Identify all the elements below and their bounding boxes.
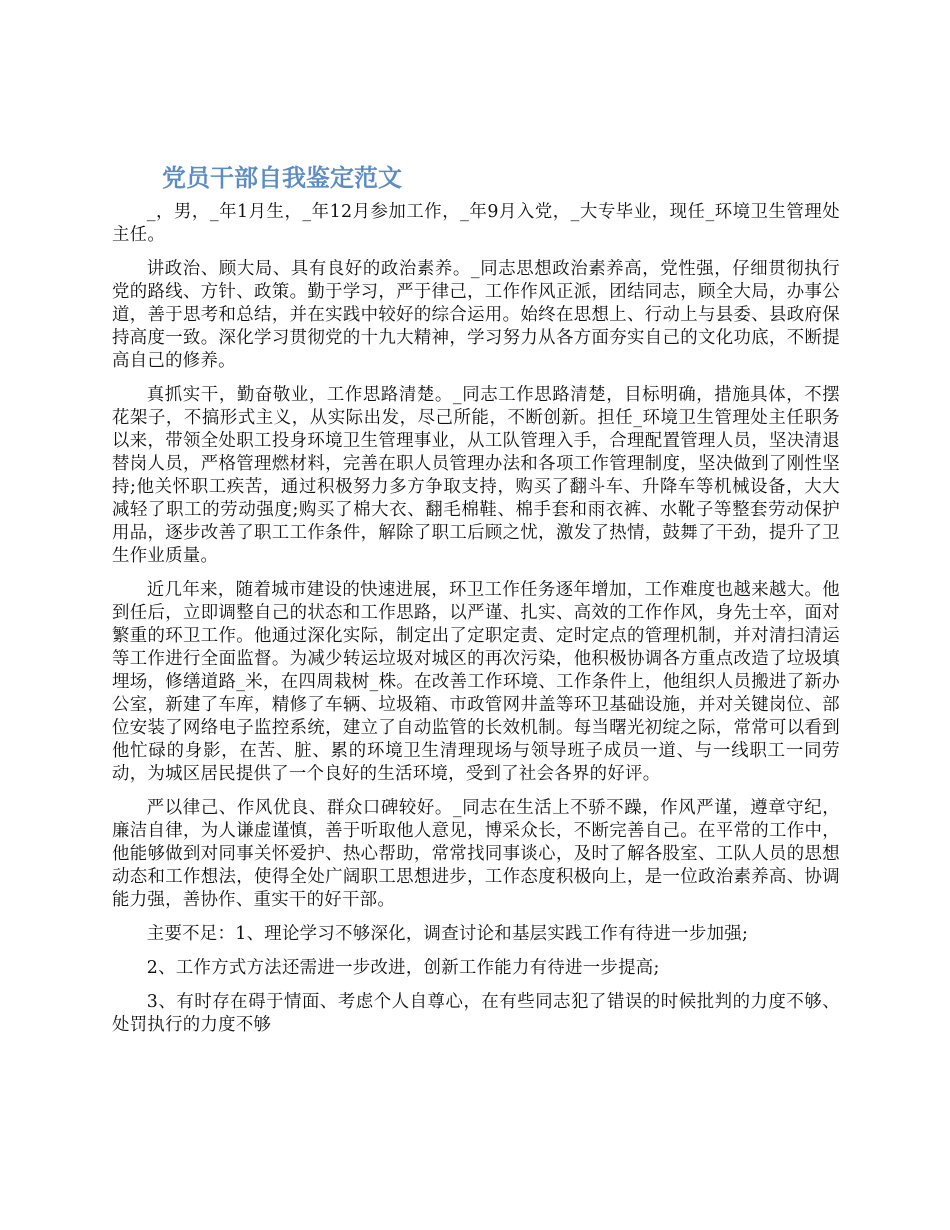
paragraph-politics: 讲政治、顾大局、具有良好的政治素养。_同志思想政治素养高，党性强，仔细贯彻执行党的路线、方针、政策。勤于学习，严于律己，工作作风正派，团结同志，顾全大局，办事公道，善于思考和总结，并在实践中较好的综合运用。始终在思想上、行动上与县委、县政府保持高度一致。深化学习贯彻党的十九大精神，学习努力从各方面夯实自己的文化功底，不断提高自己的修养。: [112, 259, 840, 371]
document-body: [112, 201, 840, 1048]
document-title: 党员干部自我鉴定范文: [162, 164, 402, 192]
paragraph-work-approach: 真抓实干，勤奋敬业，工作思路清楚。_同志工作思路清楚，目标明确，措施具体，不摆花架子，不搞形式主义，从实际出发，尽己所能，不断创新。担任_环境卫生管理处主任职务以来，带领全处职工投身环境卫生管理事业，从工队管理入手，合理配置管理人员，坚决清退替岗人员，严格管理燃材料，完善在职人员管理办法和各项工作管理制度，坚决做到了刚性坚持;他关怀职工疾苦，通过积极努力多方争取支持，购买了翻斗车、升降车等机械设备，大大减轻了职工的劳动强度;购买了棉大衣、翻毛棉鞋、棉手套和雨衣裤、水靴子等整套劳动保护用品，逐步改善了职工工作条件，解除了职工后顾之忧，激发了热情，鼓舞了干劲，提升了卫生作业质量。: [112, 385, 840, 566]
paragraph-recent-years: 近几年来，随着城市建设的快速进展，环卫工作任务逐年增加，工作难度也越来越大。他到任后，立即调整自己的状态和工作思路，以严谨、扎实、高效的工作作风，身先士卒，面对繁重的环卫工作。他通过深化实际，制定出了定职定责、定时定点的管理机制，并对清扫清运等工作进行全面监督。为减少转运垃圾对城区的再次污染，他积极协调各方重点改造了垃圾填埋场，修缮道路_米，在四周栽树_株。在改善工作环境、工作条件上，他组织人员搬进了新办公室，新建了车库，精修了车辆、垃圾箱、市政管网井盖等环卫基础设施，并对关键岗位、部位安装了网络电子监控系统，建立了自动监管的长效机制。每当曙光初绽之际，常常可以看到他忙碌的身影，在苦、脏、累的环境卫生清理现场与领导班子成员一道、与一线职工一同劳动，为城区居民提供了一个良好的生活环境，受到了社会各界的好评。: [112, 580, 840, 784]
paragraph-shortcoming-3: 3、有时存在碍于情面、考虑个人自尊心，在有些同志犯了错误的时候批判的力度不够、处罚执行的力度不够: [112, 992, 840, 1035]
paragraph-profile: _，男，_年1月生，_年12月参加工作，_年9月入党，_大专毕业，现任_环境卫生管理处主任。: [112, 202, 840, 245]
paragraph-shortcoming-2: 2、工作方式方法还需进一步改进，创新工作能力有待进一步提高;: [146, 958, 660, 978]
paragraph-shortcoming-1: 主要不足：1、理论学习不够深化，调查讨论和基层实践工作有待进一步加强;: [146, 924, 749, 944]
paragraph-self-discipline: 严以律己、作风优良、群众口碑较好。_同志在生活上不骄不躁，作风严谨，遵章守纪，廉洁自律，为人谦虚谨慎，善于听取他人意见，博采众长，不断完善自己。在平常的工作中，他能够做到对同事关怀爱护、热心帮助，常常找同事谈心，及时了解各股室、工队人员的思想动态和工作想法，使得全处广阔职工思想进步，工作态度积极向上，是一位政治素养高、协调能力强，善协作、重实干的好干部。: [112, 798, 840, 910]
